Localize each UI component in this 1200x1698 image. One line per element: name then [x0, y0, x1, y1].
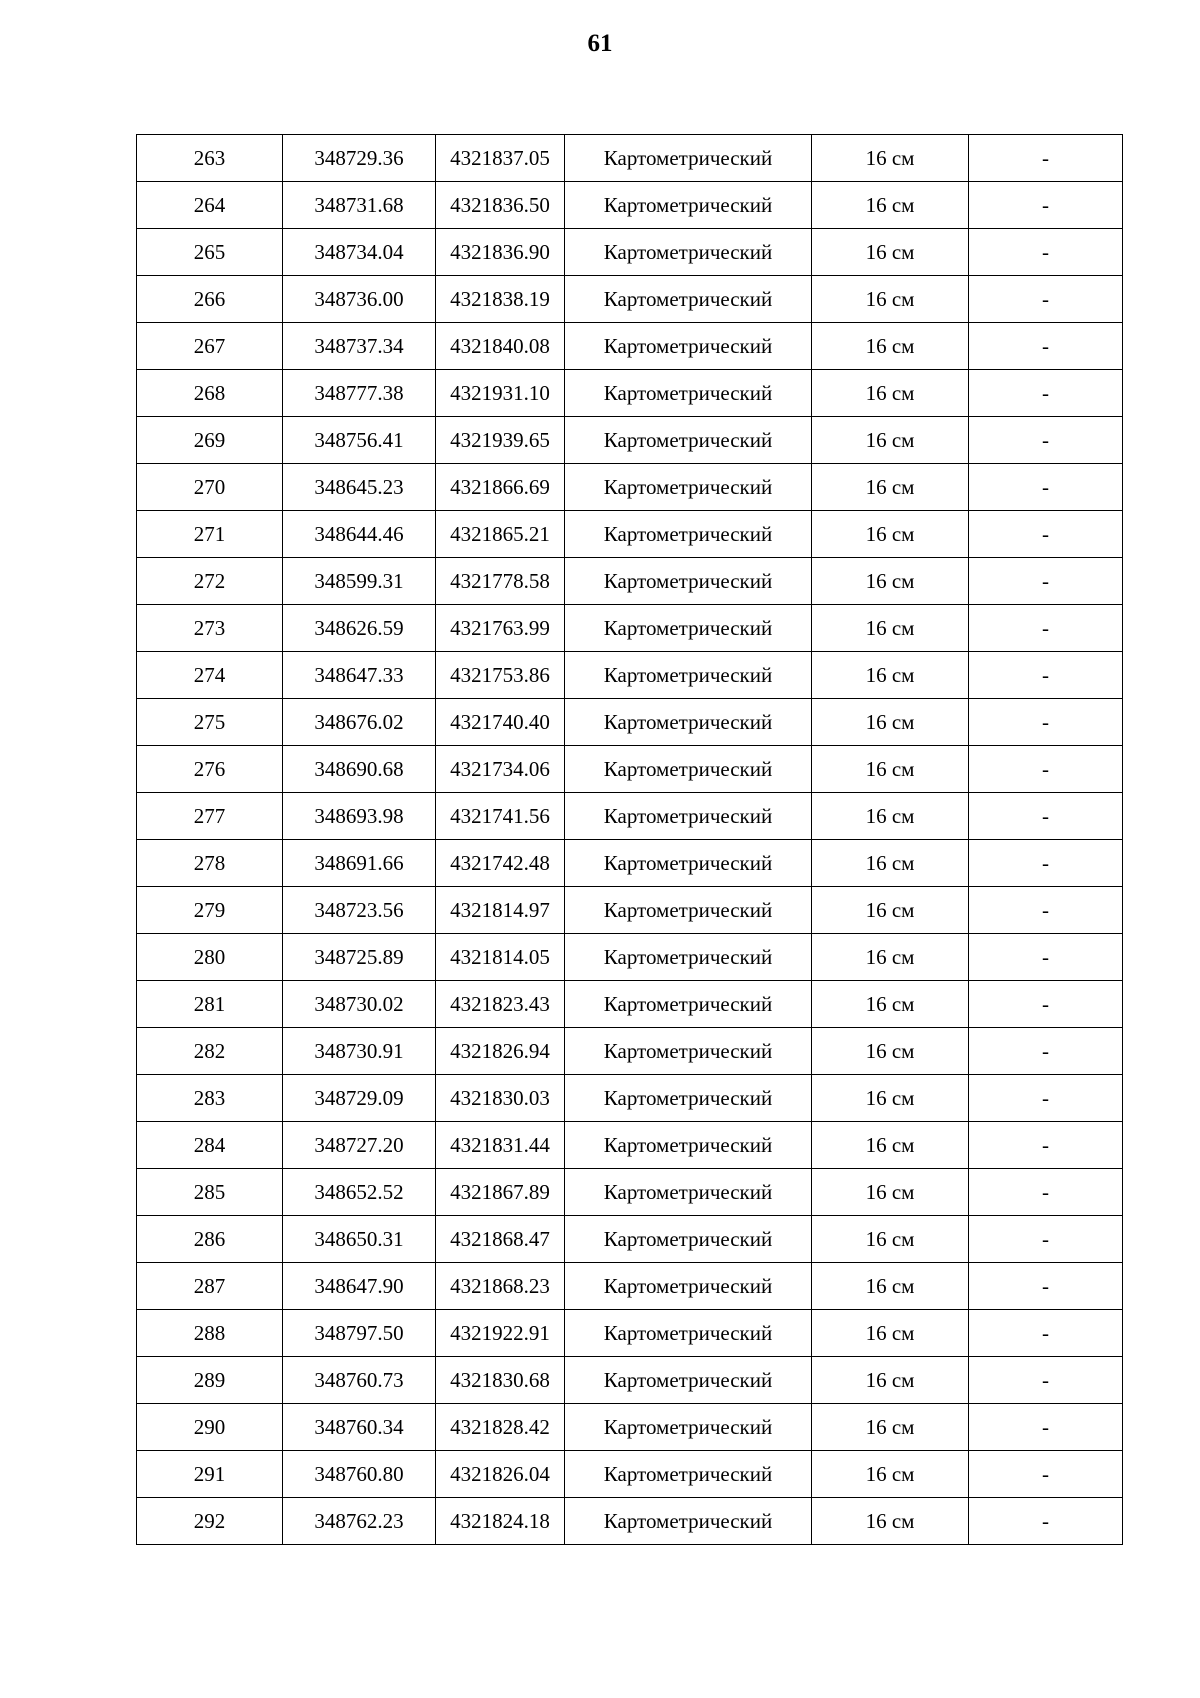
x-coordinate-cell: 348690.68: [283, 746, 436, 793]
x-coordinate-cell: 348599.31: [283, 558, 436, 605]
accuracy-cell: 16 см: [812, 370, 969, 417]
method-cell: Картометрический: [565, 1357, 812, 1404]
method-cell: Картометрический: [565, 793, 812, 840]
method-cell: Картометрический: [565, 652, 812, 699]
accuracy-cell: 16 см: [812, 1310, 969, 1357]
y-coordinate-cell: 4321778.58: [436, 558, 565, 605]
table-row: [137, 417, 1123, 464]
accuracy-cell: 16 см: [812, 699, 969, 746]
point-number-cell: 268: [137, 370, 283, 417]
note-cell: -: [969, 840, 1123, 887]
point-number-cell: 277: [137, 793, 283, 840]
table-row: [137, 229, 1123, 276]
point-number-cell: 282: [137, 1028, 283, 1075]
accuracy-cell: 16 см: [812, 464, 969, 511]
y-coordinate-cell: 4321868.47: [436, 1216, 565, 1263]
method-cell: Картометрический: [565, 1122, 812, 1169]
note-cell: -: [969, 1122, 1123, 1169]
x-coordinate-cell: 348693.98: [283, 793, 436, 840]
method-cell: Картометрический: [565, 699, 812, 746]
method-cell: Картометрический: [565, 887, 812, 934]
point-number-cell: 263: [137, 135, 283, 182]
y-coordinate-cell: 4321823.43: [436, 981, 565, 1028]
method-cell: Картометрический: [565, 558, 812, 605]
note-cell: -: [969, 417, 1123, 464]
point-number-cell: 264: [137, 182, 283, 229]
method-cell: Картометрический: [565, 746, 812, 793]
method-cell: Картометрический: [565, 229, 812, 276]
y-coordinate-cell: 4321931.10: [436, 370, 565, 417]
y-coordinate-cell: 4321866.69: [436, 464, 565, 511]
y-coordinate-cell: 4321838.19: [436, 276, 565, 323]
point-number-cell: 289: [137, 1357, 283, 1404]
x-coordinate-cell: 348777.38: [283, 370, 436, 417]
y-coordinate-cell: 4321753.86: [436, 652, 565, 699]
point-number-cell: 280: [137, 934, 283, 981]
y-coordinate-cell: 4321741.56: [436, 793, 565, 840]
table-row: [137, 276, 1123, 323]
table-row: [137, 934, 1123, 981]
table-row: [137, 840, 1123, 887]
x-coordinate-cell: 348797.50: [283, 1310, 436, 1357]
table-row: [137, 1169, 1123, 1216]
accuracy-cell: 16 см: [812, 793, 969, 840]
note-cell: -: [969, 1404, 1123, 1451]
x-coordinate-cell: 348676.02: [283, 699, 436, 746]
y-coordinate-cell: 4321828.42: [436, 1404, 565, 1451]
note-cell: -: [969, 511, 1123, 558]
accuracy-cell: 16 см: [812, 1075, 969, 1122]
note-cell: -: [969, 323, 1123, 370]
table-row: [137, 511, 1123, 558]
x-coordinate-cell: 348652.52: [283, 1169, 436, 1216]
note-cell: -: [969, 276, 1123, 323]
y-coordinate-cell: 4321831.44: [436, 1122, 565, 1169]
method-cell: Картометрический: [565, 1404, 812, 1451]
accuracy-cell: 16 см: [812, 323, 969, 370]
x-coordinate-cell: 348725.89: [283, 934, 436, 981]
point-number-cell: 274: [137, 652, 283, 699]
y-coordinate-cell: 4321734.06: [436, 746, 565, 793]
y-coordinate-cell: 4321814.05: [436, 934, 565, 981]
accuracy-cell: 16 см: [812, 1216, 969, 1263]
table-row: [137, 699, 1123, 746]
y-coordinate-cell: 4321939.65: [436, 417, 565, 464]
y-coordinate-cell: 4321836.90: [436, 229, 565, 276]
note-cell: -: [969, 699, 1123, 746]
y-coordinate-cell: 4321867.89: [436, 1169, 565, 1216]
point-number-cell: 275: [137, 699, 283, 746]
table-row: [137, 323, 1123, 370]
table-row: [137, 558, 1123, 605]
x-coordinate-cell: 348730.91: [283, 1028, 436, 1075]
point-number-cell: 269: [137, 417, 283, 464]
accuracy-cell: 16 см: [812, 746, 969, 793]
y-coordinate-cell: 4321865.21: [436, 511, 565, 558]
table-row: [137, 1028, 1123, 1075]
point-number-cell: 292: [137, 1498, 283, 1545]
table-row: [137, 370, 1123, 417]
table-row: [137, 1498, 1123, 1545]
point-number-cell: 287: [137, 1263, 283, 1310]
accuracy-cell: 16 см: [812, 1169, 969, 1216]
method-cell: Картометрический: [565, 1310, 812, 1357]
x-coordinate-cell: 348760.80: [283, 1451, 436, 1498]
y-coordinate-cell: 4321922.91: [436, 1310, 565, 1357]
table-row: [137, 1357, 1123, 1404]
table-row: [137, 135, 1123, 182]
method-cell: Картометрический: [565, 1028, 812, 1075]
method-cell: Картометрический: [565, 135, 812, 182]
table-row: [137, 1216, 1123, 1263]
point-number-cell: 286: [137, 1216, 283, 1263]
x-coordinate-cell: 348760.73: [283, 1357, 436, 1404]
accuracy-cell: 16 см: [812, 417, 969, 464]
point-number-cell: 270: [137, 464, 283, 511]
note-cell: -: [969, 652, 1123, 699]
y-coordinate-cell: 4321840.08: [436, 323, 565, 370]
method-cell: Картометрический: [565, 840, 812, 887]
coordinates-table-body: [137, 135, 1123, 1545]
table-row: [137, 793, 1123, 840]
accuracy-cell: 16 см: [812, 605, 969, 652]
method-cell: Картометрический: [565, 1263, 812, 1310]
accuracy-cell: 16 см: [812, 558, 969, 605]
table-row: [137, 981, 1123, 1028]
method-cell: Картометрический: [565, 1216, 812, 1263]
table-row: [137, 1310, 1123, 1357]
note-cell: -: [969, 1357, 1123, 1404]
accuracy-cell: 16 см: [812, 135, 969, 182]
x-coordinate-cell: 348723.56: [283, 887, 436, 934]
note-cell: -: [969, 182, 1123, 229]
point-number-cell: 281: [137, 981, 283, 1028]
x-coordinate-cell: 348727.20: [283, 1122, 436, 1169]
note-cell: -: [969, 1498, 1123, 1545]
note-cell: -: [969, 1263, 1123, 1310]
table-row: [137, 1451, 1123, 1498]
method-cell: Картометрический: [565, 1075, 812, 1122]
accuracy-cell: 16 см: [812, 981, 969, 1028]
table-row: [137, 464, 1123, 511]
y-coordinate-cell: 4321837.05: [436, 135, 565, 182]
accuracy-cell: 16 см: [812, 1122, 969, 1169]
note-cell: -: [969, 981, 1123, 1028]
note-cell: -: [969, 135, 1123, 182]
table-row: [137, 605, 1123, 652]
x-coordinate-cell: 348650.31: [283, 1216, 436, 1263]
note-cell: -: [969, 605, 1123, 652]
point-number-cell: 284: [137, 1122, 283, 1169]
accuracy-cell: 16 см: [812, 276, 969, 323]
x-coordinate-cell: 348762.23: [283, 1498, 436, 1545]
point-number-cell: 273: [137, 605, 283, 652]
table-row: [137, 1122, 1123, 1169]
method-cell: Картометрический: [565, 981, 812, 1028]
table-row: [137, 652, 1123, 699]
note-cell: -: [969, 1451, 1123, 1498]
x-coordinate-cell: 348645.23: [283, 464, 436, 511]
y-coordinate-cell: 4321763.99: [436, 605, 565, 652]
x-coordinate-cell: 348644.46: [283, 511, 436, 558]
note-cell: -: [969, 1216, 1123, 1263]
y-coordinate-cell: 4321814.97: [436, 887, 565, 934]
y-coordinate-cell: 4321830.68: [436, 1357, 565, 1404]
y-coordinate-cell: 4321826.94: [436, 1028, 565, 1075]
x-coordinate-cell: 348626.59: [283, 605, 436, 652]
table-row: [137, 887, 1123, 934]
point-number-cell: 290: [137, 1404, 283, 1451]
x-coordinate-cell: 348756.41: [283, 417, 436, 464]
method-cell: Картометрический: [565, 934, 812, 981]
accuracy-cell: 16 см: [812, 1404, 969, 1451]
point-number-cell: 265: [137, 229, 283, 276]
y-coordinate-cell: 4321826.04: [436, 1451, 565, 1498]
note-cell: -: [969, 1169, 1123, 1216]
point-number-cell: 276: [137, 746, 283, 793]
point-number-cell: 278: [137, 840, 283, 887]
point-number-cell: 271: [137, 511, 283, 558]
accuracy-cell: 16 см: [812, 229, 969, 276]
y-coordinate-cell: 4321740.40: [436, 699, 565, 746]
x-coordinate-cell: 348729.09: [283, 1075, 436, 1122]
accuracy-cell: 16 см: [812, 1357, 969, 1404]
method-cell: Картометрический: [565, 323, 812, 370]
x-coordinate-cell: 348760.34: [283, 1404, 436, 1451]
method-cell: Картометрический: [565, 182, 812, 229]
method-cell: Картометрический: [565, 511, 812, 558]
page-number: 61: [587, 30, 613, 57]
accuracy-cell: 16 см: [812, 1498, 969, 1545]
accuracy-cell: 16 см: [812, 182, 969, 229]
method-cell: Картометрический: [565, 464, 812, 511]
table-row: [137, 1263, 1123, 1310]
accuracy-cell: 16 см: [812, 840, 969, 887]
x-coordinate-cell: 348691.66: [283, 840, 436, 887]
table-row: [137, 746, 1123, 793]
note-cell: -: [969, 229, 1123, 276]
method-cell: Картометрический: [565, 605, 812, 652]
coordinates-table: [136, 134, 1123, 1545]
x-coordinate-cell: 348737.34: [283, 323, 436, 370]
point-number-cell: 267: [137, 323, 283, 370]
y-coordinate-cell: 4321830.03: [436, 1075, 565, 1122]
y-coordinate-cell: 4321836.50: [436, 182, 565, 229]
x-coordinate-cell: 348734.04: [283, 229, 436, 276]
table-row: [137, 182, 1123, 229]
accuracy-cell: 16 см: [812, 934, 969, 981]
accuracy-cell: 16 см: [812, 1451, 969, 1498]
accuracy-cell: 16 см: [812, 1028, 969, 1075]
method-cell: Картометрический: [565, 1498, 812, 1545]
note-cell: -: [969, 1028, 1123, 1075]
x-coordinate-cell: 348736.00: [283, 276, 436, 323]
method-cell: Картометрический: [565, 276, 812, 323]
point-number-cell: 285: [137, 1169, 283, 1216]
x-coordinate-cell: 348647.90: [283, 1263, 436, 1310]
note-cell: -: [969, 370, 1123, 417]
accuracy-cell: 16 см: [812, 1263, 969, 1310]
note-cell: -: [969, 793, 1123, 840]
note-cell: -: [969, 1310, 1123, 1357]
accuracy-cell: 16 см: [812, 652, 969, 699]
method-cell: Картометрический: [565, 417, 812, 464]
point-number-cell: 291: [137, 1451, 283, 1498]
point-number-cell: 272: [137, 558, 283, 605]
point-number-cell: 288: [137, 1310, 283, 1357]
y-coordinate-cell: 4321868.23: [436, 1263, 565, 1310]
note-cell: -: [969, 746, 1123, 793]
note-cell: -: [969, 558, 1123, 605]
point-number-cell: 266: [137, 276, 283, 323]
point-number-cell: 283: [137, 1075, 283, 1122]
table-row: [137, 1404, 1123, 1451]
x-coordinate-cell: 348731.68: [283, 182, 436, 229]
x-coordinate-cell: 348730.02: [283, 981, 436, 1028]
accuracy-cell: 16 см: [812, 511, 969, 558]
note-cell: -: [969, 1075, 1123, 1122]
x-coordinate-cell: 348729.36: [283, 135, 436, 182]
note-cell: -: [969, 464, 1123, 511]
note-cell: -: [969, 887, 1123, 934]
x-coordinate-cell: 348647.33: [283, 652, 436, 699]
note-cell: -: [969, 934, 1123, 981]
method-cell: Картометрический: [565, 370, 812, 417]
table-row: [137, 1075, 1123, 1122]
accuracy-cell: 16 см: [812, 887, 969, 934]
method-cell: Картометрический: [565, 1169, 812, 1216]
y-coordinate-cell: 4321742.48: [436, 840, 565, 887]
point-number-cell: 279: [137, 887, 283, 934]
y-coordinate-cell: 4321824.18: [436, 1498, 565, 1545]
method-cell: Картометрический: [565, 1451, 812, 1498]
